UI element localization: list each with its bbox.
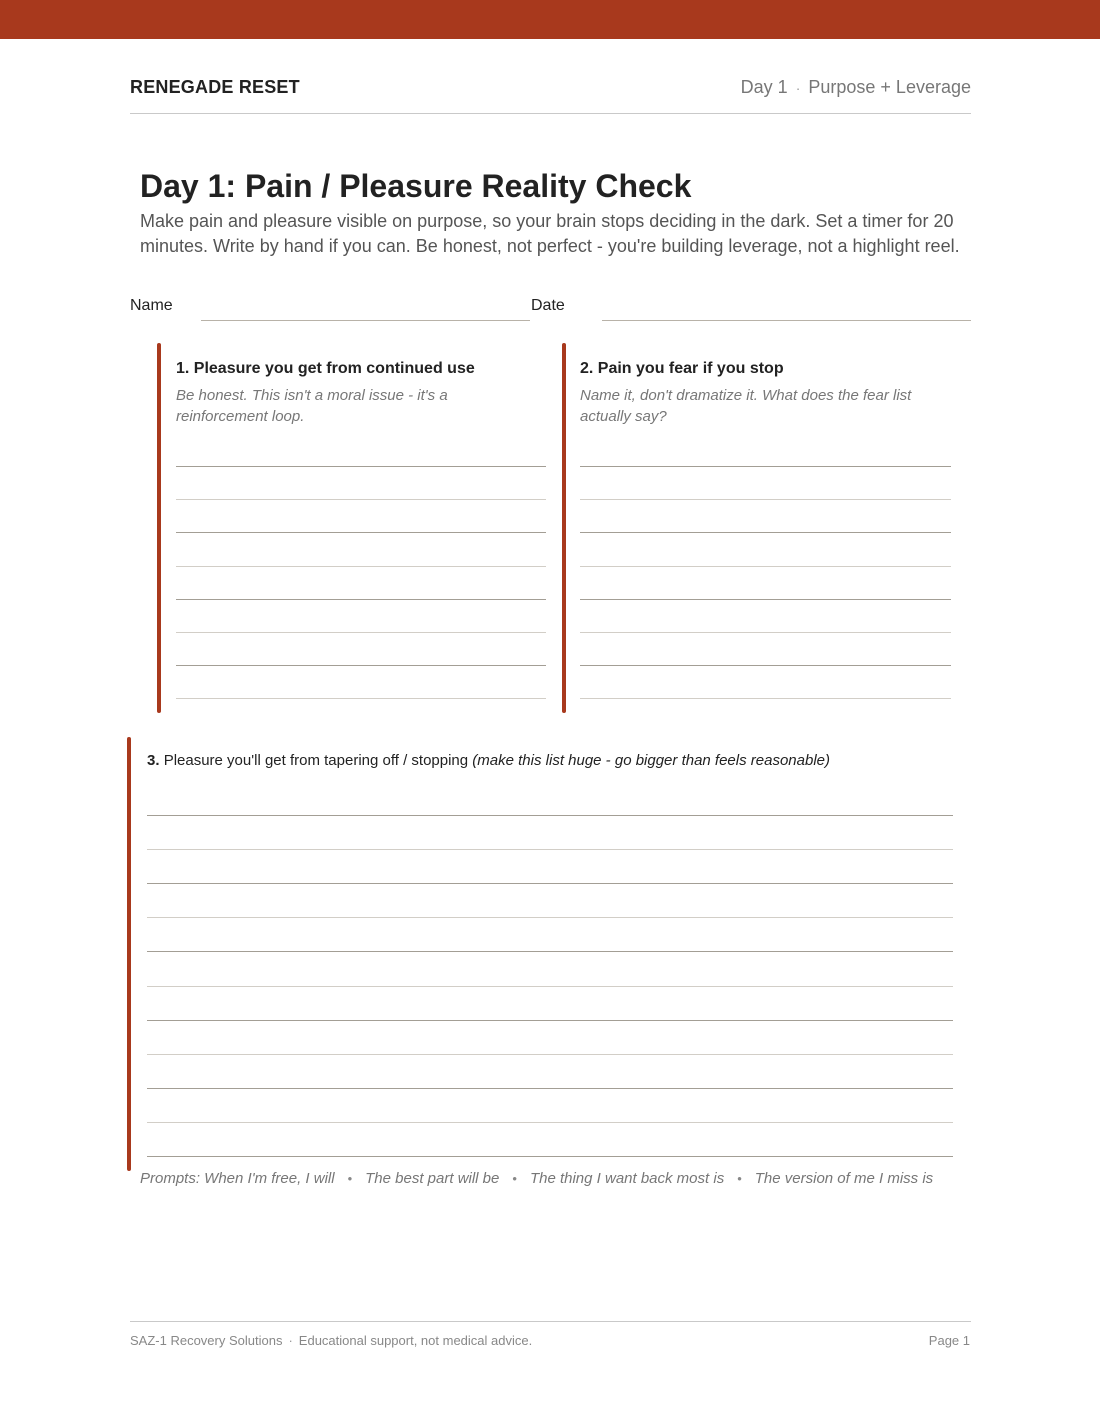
writing-line[interactable] [580, 499, 951, 500]
section-3-number: 3. [147, 752, 160, 769]
footer-info [130, 1333, 532, 1348]
intro-text: Make pain and pleasure visible on purpose, so your brain stops deciding in the dark. Set a timer for 20 minutes. Write by hand if you can. Be honest, not perfect - you're building leverage, not a highlight reel. [140, 211, 960, 256]
writing-line[interactable] [176, 566, 546, 567]
box-title: 1. Pleasure you get from continued use [176, 360, 475, 377]
pleasure-continued-use-box [157, 343, 547, 713]
writing-line[interactable] [147, 1156, 953, 1157]
footer-disclaimer: Educational support, not medical advice. [298, 1333, 533, 1348]
writing-line[interactable] [147, 951, 953, 952]
writing-line[interactable] [176, 665, 546, 666]
writing-line[interactable] [147, 1054, 953, 1055]
writing-line[interactable] [580, 599, 951, 600]
pain-fear-box [562, 343, 952, 713]
writing-line[interactable] [580, 532, 951, 533]
writing-line[interactable] [176, 632, 546, 633]
pleasure-stopping-box [127, 737, 957, 1171]
footer-separator: · [288, 1333, 293, 1348]
prompt-item: The thing I want back most is [529, 1170, 725, 1187]
page-number: Page 1 [928, 1333, 970, 1348]
writing-line[interactable] [147, 883, 953, 884]
writing-line[interactable] [580, 466, 951, 467]
writing-line[interactable] [147, 1122, 953, 1123]
writing-line[interactable] [147, 917, 953, 918]
footer-divider [130, 1321, 971, 1322]
writing-line[interactable] [147, 986, 953, 987]
box-title: 2. Pain you fear if you stop [580, 360, 784, 377]
bullet-separator: • [737, 1171, 742, 1186]
writing-line[interactable] [580, 566, 951, 567]
writing-line[interactable] [176, 466, 546, 467]
header-section: Purpose + Leverage [808, 77, 971, 97]
footer-org: SAZ-1 Recovery Solutions [130, 1333, 283, 1348]
header-separator: · [795, 80, 801, 96]
header-section-info [741, 77, 971, 98]
page-header [130, 77, 971, 99]
header-divider [130, 113, 971, 114]
writing-line[interactable] [176, 599, 546, 600]
date-field[interactable] [602, 320, 971, 321]
bullet-separator: • [347, 1171, 353, 1186]
writing-line[interactable] [147, 1088, 953, 1089]
writing-line[interactable] [147, 1020, 953, 1021]
section-3-note: (make this list huge - go bigger than feels reasonable) [472, 752, 830, 769]
brand-name: RENEGADE RESET [130, 77, 300, 97]
name-field[interactable] [201, 320, 530, 321]
name-label: Name [130, 297, 173, 314]
section-3-prompt [147, 752, 830, 769]
writing-line[interactable] [580, 698, 951, 699]
writing-line[interactable] [176, 698, 546, 699]
box-accent-bar [157, 343, 161, 713]
top-accent-bar [0, 0, 1100, 39]
writing-line[interactable] [580, 665, 951, 666]
box-hint: Be honest. This isn't a moral issue - it's a reinforcement loop. [176, 387, 448, 425]
writing-line[interactable] [176, 532, 546, 533]
writing-line[interactable] [580, 632, 951, 633]
prompt-suggestions [140, 1170, 933, 1187]
prompt-lead: Prompts: When I'm free, I will [140, 1170, 335, 1187]
date-label: Date [531, 297, 565, 314]
box-accent-bar [562, 343, 566, 713]
prompt-item: The best part will be [365, 1170, 500, 1187]
page-title: Day 1: Pain / Pleasure Reality Check [140, 168, 692, 204]
prompt-item: The version of me I miss is [754, 1170, 934, 1187]
box-accent-bar [127, 737, 131, 1171]
header-day: Day 1 [740, 77, 788, 97]
bullet-separator: • [512, 1171, 517, 1186]
section-3-label: Pleasure you'll get from tapering off / stopping [163, 752, 469, 769]
writing-line[interactable] [176, 499, 546, 500]
writing-line[interactable] [147, 815, 953, 816]
box-hint: Name it, don't dramatize it. What does the fear list actually say? [580, 387, 912, 425]
writing-line[interactable] [147, 849, 953, 850]
